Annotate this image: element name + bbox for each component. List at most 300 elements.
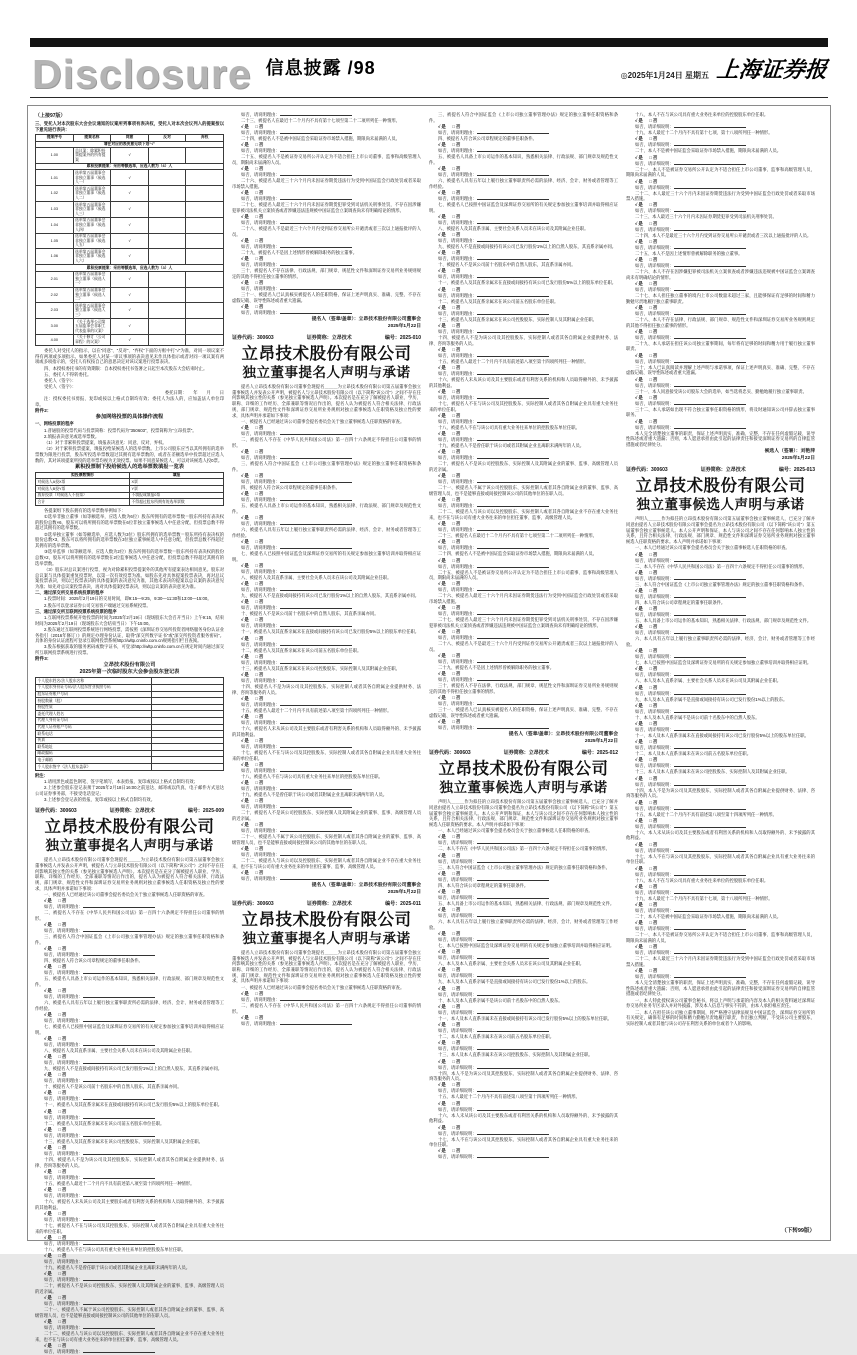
blank-underline <box>280 130 352 134</box>
table-cell: 1.01 <box>36 170 74 186</box>
table-cell: 《关于修订〈公司章程〉的议案》 <box>73 334 111 345</box>
reason-line: 如否，请详细说明： <box>626 890 815 896</box>
checkbox-line: √是 □否 <box>635 178 659 184</box>
table-row <box>36 303 224 319</box>
blank-underline <box>280 786 352 790</box>
table-cell <box>148 233 186 249</box>
reason-line: 如否，请说明理由： <box>232 521 421 527</box>
checkbox-line: √是 □否 <box>438 189 462 195</box>
declaration-item: 二十二、本人最近三十六个月内未因证券期货违法行为受到中国证监会行政处罚或者采取市场禁入措施。 <box>626 190 815 202</box>
checkbox-line: √是 □否 <box>438 719 462 725</box>
blank-underline <box>674 782 746 786</box>
declaration-item: 十九、本人最近十二个月内不具有第十七项、第十八项所列任一种情形。 <box>635 895 773 901</box>
table-row <box>36 472 224 479</box>
table-cell: 《关于选举公司第五届监事会非职工代表监事的议案》 <box>73 319 111 335</box>
announcement-number: 编号：2025-013 <box>778 467 815 474</box>
declaration-item: 十九、被提名人不是曾任职于该公司或者其附属企业且离职未满两年的人员。 <box>241 792 388 798</box>
table-cell: √ <box>111 249 149 265</box>
blank-underline <box>280 569 352 573</box>
table-cell <box>148 148 186 164</box>
reason-line: 如否，请详细说明： <box>429 1107 618 1113</box>
reason-line: 如否，请详细说明： <box>626 311 815 317</box>
declaration-item: 二十六、被提名人最近三十六个月内未因证券期货违法行为受到中国证监会行政处罚或者采取市场禁入措施。 <box>232 178 421 190</box>
blank-underline <box>674 383 746 387</box>
declaration-item: 十九、被提名人不是曾任职于该公司或者其附属企业且离职未满两年的人员。 <box>44 1265 191 1271</box>
reason-line: 如否，请说明理由： <box>429 437 618 443</box>
checkbox-line: √是 □否 <box>635 648 659 654</box>
register-label-cell: 电子邮箱 <box>36 757 152 764</box>
register-label-cell: 代理人身份证号码 <box>36 717 152 724</box>
declaration-item: 六、本人具有五年以上履行独立董事职责所必需的法律、经济、会计、财务或者管理等工作经验。 <box>626 636 815 648</box>
register-blank-cell <box>151 724 223 731</box>
register-label-cell: 股东证券账户号码 <box>36 691 152 698</box>
centered-subtitle: 立昂技术股份有限公司 <box>103 662 156 669</box>
blank-underline <box>477 256 549 260</box>
checkbox-line: √是 □否 <box>438 323 462 329</box>
reason-line: 如否，请说明理由： <box>35 1175 224 1181</box>
reason-line: 如否，请详细说明： <box>626 287 815 293</box>
checkbox-line: √是 □否 <box>635 606 659 612</box>
security-code: 证券代码：300603 <box>35 808 77 815</box>
paragraph-heading: 附注： <box>35 772 48 778</box>
blank-underline <box>477 130 549 134</box>
declaration-item: 十一、被提名人及其直系亲属未在直接或间接持有该公司已发行股份5%以上的股东单位任职。 <box>438 280 617 286</box>
page-header <box>32 49 829 97</box>
paragraph: （1）对于非累积投票提案，填报表决意见：同意、反对、弃权。 <box>44 440 167 445</box>
paragraph: （2）对于累积投票提案，填报投给某候选人的选举票数。上市公司股东应当以其所拥有的选举票数为限进行投票，股东所投选举票数超过其拥有选举票数的，或者在差额选举中投票超过应选人数的，其对该项提案所投的选举票均视为无效投票。如果不同意某候选人，可以对该候选人投0票。 <box>35 446 224 463</box>
reason-line: 如否，请详细说明： <box>429 859 618 865</box>
reason-line: 如否，请说明理由： <box>429 455 618 461</box>
reason-line: 如否，请详细说明： <box>626 672 815 678</box>
reason-line: 如否，请说明理由： <box>232 479 421 485</box>
reason-line: 如否，请详细说明： <box>626 872 815 878</box>
checkbox-line: √是 □否 <box>635 721 659 727</box>
table-cell <box>186 271 224 287</box>
declaration-item: 三十二、本人承诺如出现不符合独立董事任职资格的情形，将及时通知该公司并辞去独立董事职务。 <box>626 406 815 418</box>
blank-underline <box>477 659 549 663</box>
table-cell: 1.03 <box>36 202 74 218</box>
declaration-item: 十二、被提名人及其直系亲属未在该公司前五名股东单位任职。 <box>438 298 559 304</box>
checkbox-line: √是 □否 <box>635 352 659 358</box>
reason-line: 如否，请说明理由： <box>429 256 618 262</box>
table-row <box>36 678 224 685</box>
checkbox-line: √是 □否 <box>635 841 659 847</box>
table-cell <box>186 319 224 335</box>
checkbox-line: √是 □否 <box>241 822 265 828</box>
table-row <box>36 486 224 493</box>
table-cell: 对候选人A投X票 <box>36 479 130 486</box>
blank-underline <box>674 806 746 810</box>
register-label-cell: 传真 <box>36 737 152 744</box>
table-cell: 2.03 <box>36 303 74 319</box>
blank-underline <box>674 185 746 189</box>
checkbox-line: √是 □否 <box>635 684 659 690</box>
table-span-cell: 累积投票提案：采用等额选举，应选人数为（3）人 <box>36 265 224 272</box>
blank-underline <box>477 913 549 917</box>
table-row <box>36 249 224 265</box>
checkbox-line: √是 □否 <box>241 424 265 430</box>
blank-underline <box>83 1115 155 1119</box>
table-cell <box>186 217 224 233</box>
announcement-number: 编号：2025-010 <box>384 335 421 342</box>
table-row <box>36 170 224 186</box>
declaration-item: 二、被提名人不存在《中华人民共和国公司法》第一百四十六条规定不得担任公司董事的情形。 <box>232 1002 421 1014</box>
declaration-item: 二十四、被提名人不是被中国证监会采取证券市场禁入措施，期限尚未届满的人员。 <box>241 136 400 142</box>
declaration-item: 十九、被提名人不是曾任职于该公司或者其附属企业且离职未满两年的人员。 <box>438 443 585 449</box>
reason-line: 如否，请说明理由： <box>429 130 618 136</box>
reason-line: 如否，请说明理由： <box>429 220 618 226</box>
reason-line: 如否，请说明理由： <box>429 238 618 244</box>
checkbox-line: √是 □否 <box>44 1090 68 1096</box>
checkbox-line: √是 □否 <box>44 1054 68 1060</box>
reason-line: 如否，请说明理由： <box>232 660 421 666</box>
reason-line: 如否，请说明理由： <box>429 329 618 335</box>
blank-underline <box>477 564 549 568</box>
reason-line: 如否，请说明理由： <box>232 623 421 629</box>
declaration-item: 十七、被提名人不在与该公司及其控股股东、实际控制人或者其各自附属企业具有重大业务往来的单位任职。 <box>232 749 421 761</box>
table-row <box>36 217 224 233</box>
paragraph: 提名人立昂技术股份有限公司董事会现提名＿＿＿为立昂技术股份有限公司第五届董事会独立董事候选人并发表公开声明，被提名人与立昂技术股份有限公司（以下简称“该公司”）之间不存在任何影响其独立性的关系（参见独立董事候选人声明）。本次提名是在充分了解被提名人职业、学历、职称、详细的工作经历、全部兼职等情况后作出的，提名人认为被提名人符合相关法律、行政法规、部门规章、规范性文件和深圳证券交易所业务规则对独立董事候选人任职资格及独立性的要求，具体声明并承诺如下事项： <box>232 949 421 984</box>
reason-line: 如否，请说明理由： <box>232 262 421 268</box>
checkbox-line: √是 □否 <box>635 865 659 871</box>
blank-underline <box>674 576 746 580</box>
reason-line: 如否，请详细说明： <box>626 124 815 130</box>
blank-underline <box>477 238 549 242</box>
table-row <box>36 265 224 272</box>
declaration-item: 十三、本人及本人直系亲属未在该公司控股股东、实际控制人及其附属企业任职。 <box>635 769 790 775</box>
reason-line: 如否，请详细说明： <box>429 1046 618 1052</box>
reason-line: 如否，请说明理由： <box>35 1096 224 1102</box>
blank-underline <box>477 895 549 899</box>
checkbox-line: √是 □否 <box>44 1253 68 1259</box>
reason-line: 如否，请说明理由： <box>429 677 618 683</box>
checkbox-line: √是 □否 <box>44 1271 68 1277</box>
table-cell: √ <box>111 319 149 335</box>
checkbox-line: √是 □否 <box>438 346 462 352</box>
reason-line: 如否，请详细说明： <box>626 709 815 715</box>
blank-underline <box>674 974 746 978</box>
reason-line: 如否，请说明理由： <box>429 395 618 401</box>
reason-line: 如否，请说明理由： <box>232 852 421 858</box>
blank-underline <box>477 973 549 977</box>
declaration-item: 二十五、被提名人不是被证券交易所公开认定为不适合担任上市公司董事、监事和高级管理人员，期限尚未届满的人员。 <box>232 154 421 166</box>
checkbox-line: √是 □否 <box>241 780 265 786</box>
signature-line: 提名人（签章/盖章）：立昂技术股份有限公司董事会 <box>311 882 421 888</box>
checkbox-line: √是 □否 <box>438 166 462 172</box>
blank-underline <box>83 1151 155 1155</box>
blank-underline <box>674 245 746 249</box>
table-row <box>36 744 224 751</box>
blank-underline <box>674 691 746 695</box>
reason-line: 如否，请详细说明： <box>626 848 815 854</box>
blank-underline <box>477 1131 549 1135</box>
blank-underline <box>83 1060 155 1064</box>
reason-line: 如否，请说明理由： <box>35 1042 224 1048</box>
declaration-item: 十八、被提名人不在与该公司具有重大业务往来单位的控股股东单位任职。 <box>241 773 383 779</box>
declaration-item: 十五、被提名人最近十二个月内不具有前述第八项至第十四项所列任一种情形。 <box>438 358 589 364</box>
declaration-item: 十四、被提名人不是为该公司及其控股股东、实际控制人或者其各自附属企业提供财务、法律、咨询等服务的人员。 <box>429 335 618 346</box>
checkbox-line: √是 □否 <box>438 1148 462 1154</box>
register-blank-cell <box>151 684 223 691</box>
table-row <box>36 757 224 764</box>
reason-line: 如否，请说明理由： <box>232 605 421 611</box>
reason-line: 如否，请详细说明： <box>626 950 815 956</box>
paragraph: 本人完全清楚独立董事的职责，保证上述声明真实、准确、完整，不存在任何虚假记载、误导性陈述或者重大遗漏；否则，本人愿意承担由此引起的法律责任和接受深圳证券交易所的自律监管措施或者纪律处分。 <box>626 430 815 448</box>
table-cell: 对候选人B投Y票 <box>36 486 130 493</box>
blank-underline <box>674 401 746 405</box>
declaration-item: 十四、本人不是为该公司及其控股股东、实际控制人或者其各自附属企业提供财务、法律、咨询等服务的人员。 <box>626 787 815 799</box>
blank-underline <box>477 1028 549 1032</box>
paragraph: 提名人立昂技术股份有限公司董事会现提名＿＿＿为立昂技术股份有限公司第五届董事会独立董事候选人并发表公开声明，被提名人与立昂技术股份有限公司（以下简称“该公司”）之间不存在任何影响其独立性的关系（参见独立董事候选人声明）。本次提名是在充分了解被提名人职业、学历、职称、详细的工作经历、全部兼职等情况后作出的，提名人认为被提名人符合相关法律、行政法规、部门规章、规范性文件和深圳证券交易所业务规则对独立董事候选人任职资格及独立性的要求，具体声明并承诺如下事项： <box>35 857 224 891</box>
declaration-item: 二十九、被提名人不是因上述情形曾被解除职务的独立董事。 <box>241 250 358 256</box>
table-row <box>36 492 224 499</box>
reason-line: 如否，请说明理由： <box>429 587 618 593</box>
table-cell: 1.00 <box>36 148 74 164</box>
checkbox-line: √是 □否 <box>438 870 462 876</box>
paragraph: 声明人＿＿＿作为拟任的立昂技术股份有限公司第五届董事会独立董事候选人，已充分了解并同意由提名人立昂技术股份有限公司董事会提名为立昂技术股份有限公司（以下简称“该公司”）第五届董事会独立董事候选人。本人公开声明和保证，本人与该公司之间不存在任何影响本人独立性的关系，且符合相关法律、行政法规、部门规章、规范性文件和深圳证券交易所业务规则对独立董事候选人任职资格的要求。本人声明并承诺如下事项： <box>626 516 815 545</box>
checkbox-line: √是 □否 <box>44 1126 68 1132</box>
table-header-cell: 弃权 <box>186 134 224 141</box>
blank-underline <box>83 994 155 998</box>
checkbox-line: √是 □否 <box>44 898 68 904</box>
declaration-item: 二十二、被提名人与该公司以及控股股东、实际控制人或者其各自附属企业不存在重大业务往来，也不在与该公司有重大业务往来的单位担任董事、监事、高级管理人员。 <box>429 509 618 520</box>
declaration-item: 十二、被提名人及其直系亲属未在该公司前五名股东单位任职。 <box>241 647 362 653</box>
table-cell <box>148 303 186 319</box>
declaration-item: 二十三、本人最近三十六个月内未因证券期货犯罪受到司法机关刑事处罚。 <box>635 214 777 220</box>
paragraph: 四、本授权委托书的有效期限：自本授权委托书签署之日起至本次股东大会结束时止。 <box>44 365 208 371</box>
declaration-item: 四、本人符合该公司章程规定的董事任职条件。 <box>438 882 529 888</box>
reason-line: 如否，请说明理由： <box>429 564 618 570</box>
security-abbr: 证券简称：立昂技术 <box>306 900 352 907</box>
checkbox-line: √是 □否 <box>241 653 265 659</box>
blank-underline <box>674 727 746 731</box>
reason-line: 如否，请说明理由： <box>429 311 618 317</box>
reason-line: 如否，请说明理由： <box>232 455 421 461</box>
reason-line: 如否，请详细说明： <box>626 630 815 636</box>
reason-line: 如否，请说明理由： <box>35 1241 224 1247</box>
declaration-item: 九、本人及本人直系亲属不是直接或间接持有该公司已发行股份1%以上的股东。 <box>635 696 788 702</box>
declaration-item: 四、被提名人符合该公司章程规定的董事任职条件。 <box>44 957 143 963</box>
register-label-cell: 代理人证券账户号码 <box>36 724 152 731</box>
declaration-item: 十七、本人不在与该公司及其控股股东、实际控制人或者其各自附属企业具有重大业务往来的单位任职。 <box>626 853 815 865</box>
checkbox-line: √是 □否 <box>438 629 462 635</box>
announcement-number: 编号：2025-011 <box>385 900 421 907</box>
checkbox-line: √是 □否 <box>635 666 659 672</box>
announcement-number: 编号：2025-012 <box>581 750 618 757</box>
blank-underline <box>280 828 352 832</box>
checkbox-line: √是 □否 <box>635 304 659 310</box>
checkbox-line: √是 □否 <box>438 142 462 148</box>
signature-date: 2025年1月22日 <box>781 456 815 462</box>
declaration-item: 四、本人符合该公司章程规定的董事任职条件。 <box>635 599 726 605</box>
declaration-item: 二、本人不存在《中华人民共和国公司法》第一百四十六条规定不得担任公司董事的情形。 <box>438 846 610 852</box>
security-code: 证券代码：300603 <box>232 335 274 342</box>
blank-underline <box>674 142 746 146</box>
declaration-item: 九、被提名人不是直接或间接持有该公司已发行股份1%以上的自然人股东，其直系亲属亦同。 <box>438 244 617 250</box>
blank-underline <box>477 635 549 639</box>
declaration-item: 七、本人已按照中国证监会及深圳证券交易所的有关规定参加独立董事培训并取得相应证明。 <box>635 660 812 666</box>
security-code: 证券代码：300603 <box>429 750 471 757</box>
checkbox-line: √是 □否 <box>635 280 659 286</box>
checkbox-line: √是 □否 <box>241 256 265 262</box>
declaration-item: 八、本人及本人直系亲属、主要社会关系人员未在该公司及其附属企业任职。 <box>635 678 782 684</box>
checkbox-line: √是 □否 <box>438 1082 462 1088</box>
checkbox-line: √是 □否 <box>635 257 659 263</box>
paragraph: 提名人立昂技术股份有限公司董事会现提名＿＿＿为立昂技术股份有限公司第五届董事会独立董事候选人并发表公开声明，被提名人与立昂技术股份有限公司（以下简称“该公司”）之间不存在任何影响其独立性的关系（参见独立董事候选人声明）。本次提名是在充分了解被提名人职业、学历、职称、详细的工作经历、全部兼职等情况后作出的，提名人认为被提名人符合相关法律、行政法规、部门规章、规范性文件和深圳证券交易所业务规则对独立董事候选人任职资格及独立性的要求，具体声明并承诺如下事项： <box>232 384 421 418</box>
checkbox-line: √是 □否 <box>635 587 659 593</box>
blank-underline <box>477 220 549 224</box>
table-row <box>36 731 224 738</box>
reason-line: 如否，请详细说明： <box>626 594 815 600</box>
blank-underline <box>674 824 746 828</box>
table-cell: 2.01 <box>36 271 74 287</box>
blank-underline <box>280 660 352 664</box>
reason-line: 如否，请说明理由： <box>429 353 618 359</box>
blank-underline <box>477 1107 549 1111</box>
blank-underline <box>477 503 549 507</box>
checkbox-line: √是 □否 <box>241 538 265 544</box>
blank-underline <box>477 937 549 941</box>
blank-underline <box>477 172 549 176</box>
reason-line: 如否，请详细说明： <box>429 1028 618 1034</box>
continued-to-marker: （下转99版） <box>781 1228 815 1234</box>
checkbox-line: √是 □否 <box>44 1168 68 1174</box>
checkbox-line: √是 □否 <box>241 166 265 172</box>
paragraph: 委托人（签字）： <box>44 378 77 384</box>
reason-line: 如否，请详细说明： <box>626 335 815 341</box>
table-row <box>36 233 224 249</box>
blank-underline <box>674 709 746 713</box>
declaration-item: 十二、本人及本人直系亲属未在该公司前五名股东单位任职。 <box>438 1034 555 1040</box>
table-cell: 选举第五届董事会独立董事（候选人三） <box>73 303 111 319</box>
declaration-item: 三、本人符合中国证监会《上市公司独立董事管理办法》规定的独立董事任职资格和条件。 <box>635 581 807 587</box>
table-cell: √ <box>111 334 149 345</box>
checkbox-line: √是 □否 <box>635 136 659 142</box>
blank-underline <box>280 112 352 116</box>
declaration-item: 三十一、被提名人已认真核实被提名人的任职资格，保证上述声明真实、准确、完整，不存在虚假记载、误导性陈述或者重大遗漏。 <box>232 292 421 303</box>
blank-underline <box>83 970 155 974</box>
blank-underline <box>280 286 352 290</box>
blank-underline <box>674 124 746 128</box>
checkbox-line: √是 □否 <box>438 605 462 611</box>
reason-line: 如否，请详细说明： <box>626 576 815 582</box>
declaration-item: 二十七、被提名人最近三十六个月内未因证券期货犯罪受到司法机关刑事处罚，不存在因涉嫌犯罪被司法机关立案侦查或者涉嫌违法违规被中国证监会立案调查尚未有明确结论的情形。 <box>232 202 421 213</box>
checkbox-line: √是 □否 <box>241 869 265 875</box>
checkbox-line: √是 □否 <box>44 1319 68 1325</box>
paragraph: 1.普通股的投票代码与投票简称：投票代码为“350603”，投票简称为“立昂投票”。 <box>44 427 197 433</box>
table-cell: 放弃投票（对候选人不投票） <box>36 492 130 499</box>
reason-line: 如否，请详细说明： <box>626 263 815 269</box>
header-right <box>621 53 827 84</box>
checkbox-line: √是 □否 <box>438 304 462 310</box>
reason-line: 如否，请说明理由： <box>232 768 421 774</box>
reason-line: 如否，请详细说明： <box>626 824 815 830</box>
checkbox-line: √是 □否 <box>241 304 265 310</box>
reason-line: 如否，请说明理由： <box>429 545 618 551</box>
declaration-item: 十五、本人最近十二个月内不具有前述第八项至第十四项所列任一种情形。 <box>438 1094 580 1100</box>
checkbox-line: √是 □否 <box>635 757 659 763</box>
signature-line: 提名人（签章/盖章）：立昂技术股份有限公司董事会 <box>508 732 618 738</box>
company-name-heading: 立昂技术股份有限公司 <box>438 760 609 779</box>
table-header-cell: 同意 <box>111 134 149 141</box>
register-blank-cell <box>151 737 223 744</box>
table-cell: 合计 <box>36 499 130 506</box>
table-header-cell: 拟投票数情形 <box>36 472 130 479</box>
declaration-item: 二十四、本人不是最近三十六个月内受到证券交易所公开谴责或者三次以上通报批评的人员。 <box>635 232 812 238</box>
table-cell: √ <box>111 303 149 319</box>
declaration-item: 二十九、本人承诺在担任该公司独立董事期间，每年将有足够的时间和精力用于履行独立董事职责。 <box>626 340 815 352</box>
paragraph: 3.股东根据获取的服务密码或数字证书，可登录http://wltp.cninfo.com.cn在规定时间内通过深交所互联网投票系统进行投票。 <box>35 644 224 656</box>
blank-underline <box>674 630 746 634</box>
declaration-item: 五、被提名人具备上市公司运作的基本知识，熟悉相关法律、行政法规、部门规章及规范性文件。 <box>429 154 618 165</box>
blank-underline <box>674 208 746 212</box>
blank-underline <box>674 926 746 930</box>
table-row <box>36 334 224 345</box>
reason-line: 如否，请详细说明： <box>429 1088 618 1094</box>
blank-underline <box>280 678 352 682</box>
reason-line: 如否，请说明理由： <box>429 172 618 178</box>
declaration-item: 十五、本人最近十二个月内不具有前述第八项至第十四项所列任一种情形。 <box>635 811 777 817</box>
checkbox-line: √是 □否 <box>438 232 462 238</box>
section-title <box>266 54 376 80</box>
centered-subtitle: 累积投票制下投给候选人的选举票数填报一览表 <box>75 463 184 470</box>
register-blank-cell <box>151 698 223 705</box>
declaration-item: 二、被提名人不存在《中华人民共和国公司法》第一百四十六条规定不得担任公司董事的情形。 <box>232 436 421 448</box>
table-cell: 不得超过股东所拥有的选举票数 <box>130 499 224 506</box>
reason-line: 如否，请说明理由： <box>35 1193 224 1199</box>
table-cell: 2.02 <box>36 287 74 303</box>
table-row <box>36 287 224 303</box>
declaration-item: 二十八、本人不存在法律、行政法规、部门规章、规范性文件和深圳证券交易所业务规则规定的其他不得担任独立董事的情形。 <box>626 316 815 328</box>
checkbox-line: √是 □否 <box>241 761 265 767</box>
checkbox-line: √是 □否 <box>438 1100 462 1106</box>
reason-line: 如否，请说明理由： <box>35 1217 224 1223</box>
declaration-item: 八、被提名人及其直系亲属、主要社会关系人员未在该公司及其附属企业任职。 <box>241 574 392 580</box>
company-name-heading: 立昂技术股份有限公司 <box>635 477 806 496</box>
paragraph-heading: 三、通过深交所互联网投票系统投票的程序 <box>35 608 117 614</box>
table-cell: Y票 <box>130 486 224 493</box>
reason-line: 如否，请详细说明： <box>429 1010 618 1016</box>
publication-date: ◎2025年1月24日 星期五 <box>620 71 709 80</box>
declaration-item: 二十四、被提名人不是被中国证监会采取证券市场禁入措施，期限尚未届满的人员。 <box>438 551 597 557</box>
table-cell: 1.06 <box>36 249 74 265</box>
table-header-cell: 提案名称 <box>73 134 111 141</box>
reason-line: 如否，请详细说明： <box>626 383 815 389</box>
table-row <box>36 684 224 691</box>
declaration-item: 二十七、被提名人最近三十六个月内未因证券期货犯罪受到司法机关刑事处罚，不存在因涉嫌犯罪被司法机关立案侦查或者涉嫌违法违规被中国证监会立案调查尚未有明确结论的情形。 <box>429 617 618 629</box>
table-row <box>36 141 224 148</box>
blank-underline <box>280 455 352 459</box>
reason-line: 如否，请说明理由： <box>35 904 224 910</box>
signature-line: 候选人（签署）：刘艳萍 <box>764 449 815 455</box>
checkbox-line: √是 □否 <box>635 394 659 400</box>
paragraph-heading: 一、网络投票的程序 <box>35 421 74 427</box>
blank-underline <box>83 1217 155 1221</box>
table-row <box>36 704 224 711</box>
paragraph: 二、本人在担任该公司独立董事期间，将严格遵守法律法规及中国证监会、深圳证券交易所的有关规定，确保有足够的时间和精力勤勉尽责地履行职责，作出独立判断，不受该公司主要股东、实际控制人或者其他与该公司存在利害关系的单位或者个人的影响。 <box>626 1009 815 1026</box>
checkbox-line: √是 □否 <box>438 365 462 371</box>
table-cell: √ <box>111 186 149 202</box>
reason-line: 如否，请说明理由： <box>232 172 421 178</box>
reason-line: 如否，请详细说明： <box>429 1131 618 1137</box>
declaration-item: 十三、本人及本人直系亲属未在该公司控股股东、实际控制人及其附属企业任职。 <box>438 1052 593 1058</box>
declaration-item: 十五、被提名人最近十二个月内不具有前述第八项至第十四项所列任一种情形。 <box>44 1180 195 1186</box>
declaration-item: 十七、被提名人不在与该公司及其控股股东、实际控制人或者其各自附属企业具有重大业务往来的单位任职。 <box>35 1223 224 1234</box>
blank-underline <box>83 1078 155 1082</box>
table-row <box>36 148 224 164</box>
reason-line: 如否，请详细说明： <box>626 908 815 914</box>
declaration-item: 十八、被提名人不在与该公司具有重大业务往来单位的控股股东单位任职。 <box>44 1246 186 1252</box>
